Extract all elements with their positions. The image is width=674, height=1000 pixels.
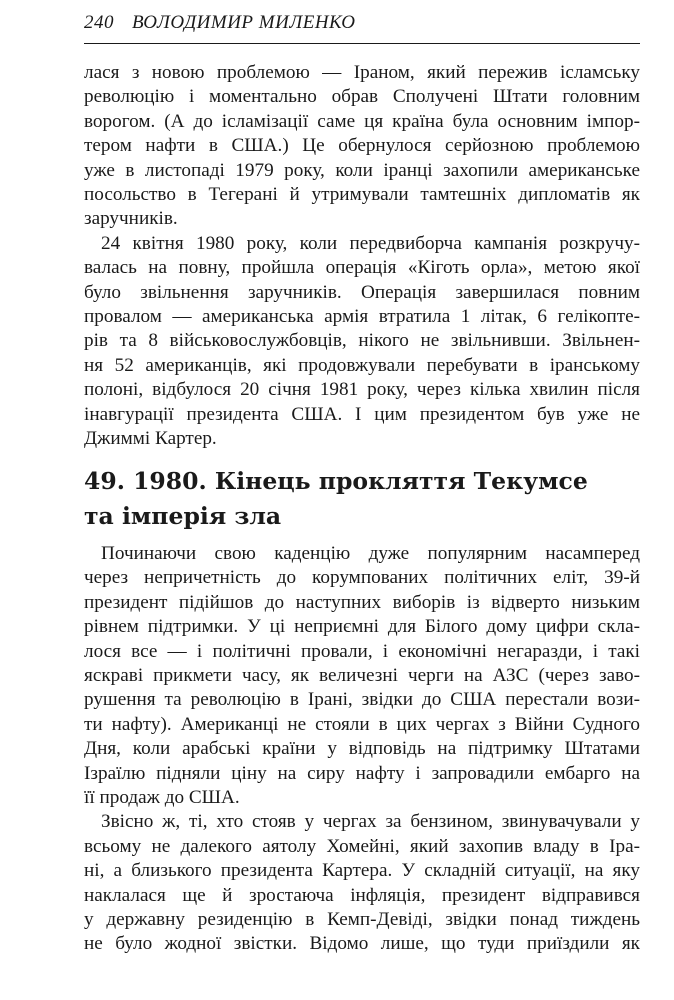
text-line: валась на повну, пройшла операція «Кіготь орла», метою якої bbox=[84, 257, 640, 279]
text-line: Ізраїлю підняли ціну на сиру нафту і запровадили ембарго на bbox=[84, 762, 640, 784]
paragraph-carter-support bbox=[84, 542, 640, 810]
section-heading-line-2: та імперія зла bbox=[84, 502, 282, 530]
text-line: у державну резиденцію в Кемп-Девіді, звідки понад тиждень bbox=[84, 908, 640, 930]
text-line: Джиммі Картер. bbox=[84, 427, 217, 449]
text-line: Дня, коли арабські країни у відповідь на підтримку Штатами bbox=[84, 738, 640, 760]
text-line: заручників. bbox=[84, 208, 178, 230]
text-line: лося все — і політичні провали, і економічні негаразди, і такі bbox=[84, 640, 640, 662]
text-line: було звільнення заручників. Операція завершилася повним bbox=[84, 281, 640, 303]
page-number: 240 bbox=[84, 12, 114, 33]
running-header bbox=[84, 12, 355, 34]
text-line: уже в листопаді 1979 року, коли іранці захопили американське bbox=[84, 159, 640, 181]
text-line: Починаючи свою каденцію дуже популярним насамперед bbox=[101, 543, 640, 564]
text-line: тером нафти в США.) Це обернулося серйозною проблемою bbox=[84, 135, 640, 157]
text-line: рушення та революцію в Ірані, звідки до США перестали вози- bbox=[84, 689, 640, 711]
text-line: провалом — американська армія втратила 1 літак, 6 гелікопте- bbox=[84, 305, 640, 327]
author-name: ВОЛОДИМИР МИЛЕНКО bbox=[132, 12, 356, 33]
text-line: через непричетність до корумпованих політичних еліт, 39-й bbox=[84, 567, 640, 589]
text-line: інавгурації президента США. І цим президентом був уже не bbox=[84, 403, 640, 425]
section-heading-line-1: 49. 1980. Кінець прокляття Текумсе bbox=[84, 467, 588, 495]
text-line: ворогом. (А до ісламізації саме ця країна була основним імпор- bbox=[84, 110, 640, 132]
text-line: не було жодної звістки. Відомо лише, що туди приїздили як bbox=[84, 933, 640, 955]
text-line: ні, а близького президента Картера. У складній ситуації, на яку bbox=[84, 860, 640, 882]
text-line: полоні, відбулося 20 січня 1981 року, через кілька хвилин після bbox=[84, 379, 640, 401]
text-line: рівнем підтримки. У ці неприємні для Білого дому цифри скла- bbox=[84, 616, 640, 638]
text-line: президент підійшов до наступних виборів із відверто низьким bbox=[84, 591, 640, 613]
text-line: Звісно ж, ті, хто стояв у чергах за бензином, звинувачували у bbox=[101, 811, 640, 833]
text-line: 24 квітня 1980 року, коли передвиборча кампанія розкручу- bbox=[101, 232, 640, 254]
text-line: революцію і моментально обрав Сполучені Штати головним bbox=[84, 86, 640, 108]
paragraph-gas-lines bbox=[84, 810, 640, 956]
text-line: ня 52 американців, які продовжували перебувати в іранському bbox=[84, 354, 640, 376]
text-line: лася з новою проблемою — Іраном, який пережив ісламську bbox=[84, 62, 640, 83]
text-line: всьому не далекого аятолу Хомейні, який захопив владу в Іра- bbox=[84, 835, 640, 857]
paragraph-eagle-claw bbox=[84, 232, 640, 452]
text-line: наклалася ще й зростаюча інфляція, президент відправився bbox=[84, 884, 640, 906]
header-rule bbox=[84, 43, 640, 44]
text-line: яскраві прикмети часу, як величезні черги на АЗС (через заво- bbox=[84, 664, 640, 686]
text-line: її продаж до США. bbox=[84, 786, 240, 808]
text-line: рів та 8 військовослужбовців, нікого не звільнивши. Звільнен- bbox=[84, 330, 640, 352]
text-line: ти нафту). Американці не стояли в цих чергах з Війни Судного bbox=[84, 713, 640, 735]
section-heading bbox=[84, 464, 640, 534]
text-line: посольство в Тегерані й утримували тамтешніх дипломатів як bbox=[84, 183, 640, 205]
paragraph-continuation bbox=[84, 61, 640, 232]
